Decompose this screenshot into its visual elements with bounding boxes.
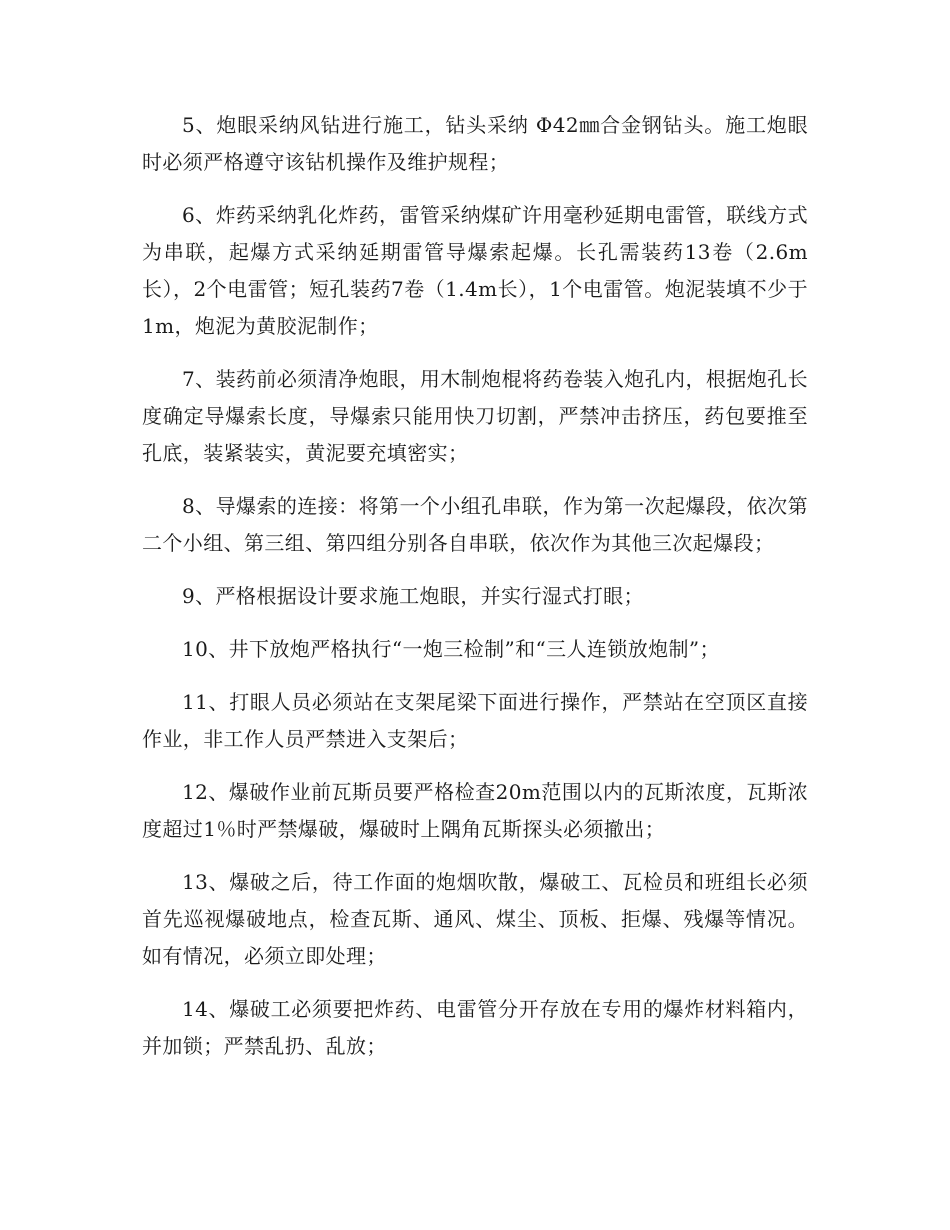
paragraph-item-5: 5、炮眼采纳风钻进行施工，钻头采纳 Φ42㎜合金钢钻头。施工炮眼时必须严格遵守该钻机操作及维护规程； <box>142 113 808 174</box>
paragraph-item-9: 9、严格根据设计要求施工炮眼，并实行湿式打眼； <box>182 584 644 608</box>
paragraph-item-10: 10、井下放炮严格执行“一炮三检制”和“三人连锁放炮制”； <box>182 637 720 661</box>
paragraph-item-13: 13、爆破之后，待工作面的炮烟吹散，爆破工、瓦检员和班组长必须首先巡视爆破地点，检查瓦斯、通风、煤尘、顶板、拒爆、残爆等情况。如有情况，必须立即处理； <box>142 870 808 968</box>
paragraph-item-6: 6、炸药采纳乳化炸药，雷管采纳煤矿许用毫秒延期电雷管，联线方式为串联，起爆方式采纳延期雷管导爆索起爆。长孔需装药13卷（2.6m长），2个电雷管；短孔装药7卷（1.4m长），1个电雷管。炮泥装填不少于1m，炮泥为黄胶泥制作； <box>142 203 808 338</box>
paragraph-item-11: 11、打眼人员必须站在支架尾梁下面进行操作，严禁站在空顶区直接作业，非工作人员严禁进入支架后； <box>142 690 808 751</box>
document-body <box>142 107 808 1081</box>
paragraph-item-8: 8、导爆索的连接：将第一个小组孔串联，作为第一次起爆段，依次第二个小组、第三组、第四组分别各自串联，依次作为其他三次起爆段； <box>142 494 808 555</box>
paragraph-item-12: 12、爆破作业前瓦斯员要严格检查20m范围以内的瓦斯浓度，瓦斯浓度超过1％时严禁爆破，爆破时上隅角瓦斯探头必须撤出； <box>142 780 808 841</box>
paragraph-item-14: 14、爆破工必须要把炸药、电雷管分开存放在专用的爆炸材料箱内，并加锁；严禁乱扔、乱放； <box>142 997 808 1058</box>
paragraph-item-7: 7、装药前必须清净炮眼，用木制炮棍将药卷装入炮孔内，根据炮孔长度确定导爆索长度，导爆索只能用快刀切割，严禁冲击挤压，药包要推至孔底，装紧装实，黄泥要充填密实； <box>142 367 808 465</box>
